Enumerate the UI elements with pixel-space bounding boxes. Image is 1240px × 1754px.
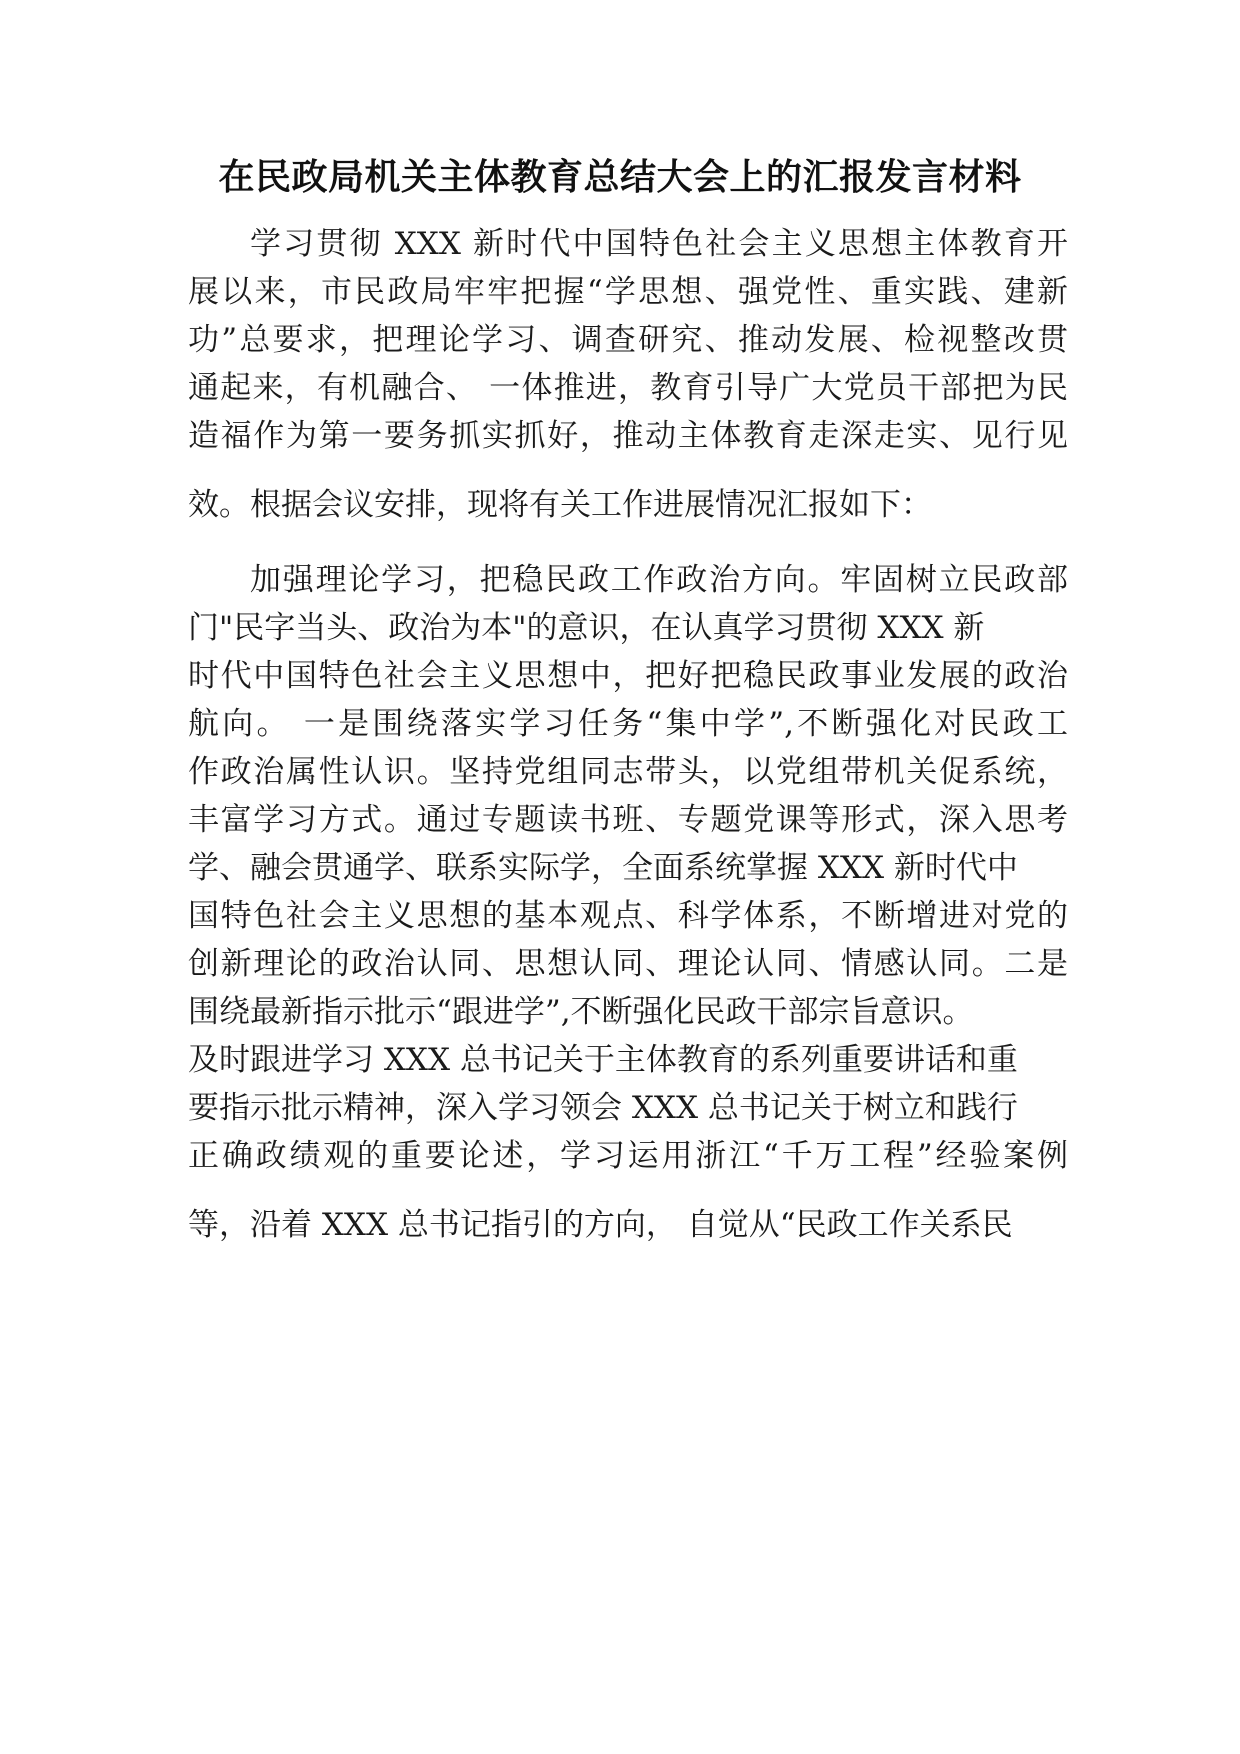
paragraph-1-line-6: 效。根据会议安排，现将有关工作进展情况汇报如下： xyxy=(188,487,932,523)
paragraph-1-line-5: 造福作为第一要务抓实抓好，推动主体教育走深走实、见行见 xyxy=(188,418,1068,454)
paragraph-2-line-4: 航向。 一是围绕落实学习任务“集中学”,不断强化对民政工 xyxy=(188,706,1068,742)
paragraph-2-line-1: 加强理论学习，把稳民政工作政治方向。牢固树立民政部 xyxy=(250,562,1068,598)
paragraph-2-line-11: 及时跟进学习 XXX 总书记关于主体教育的系列重要讲话和重 xyxy=(188,1042,1018,1078)
paragraph-2-line-13: 正确政绩观的重要论述，学习运用浙江“千万工程”经验案例 xyxy=(188,1138,1068,1174)
paragraph-2-line-7: 学、融会贯通学、联系实际学，全面系统掌握 XXX 新时代中 xyxy=(188,850,1018,886)
paragraph-1-line-3: 功”总要求，把理论学习、调查研究、推动发展、检视整改贯 xyxy=(188,322,1068,358)
paragraph-2-line-8: 国特色社会主义思想的基本观点、科学体系，不断增进对党的 xyxy=(188,898,1068,934)
paragraph-2-line-10: 围绕最新指示批示“跟进学”,不断强化民政干部宗旨意识。 xyxy=(188,994,974,1030)
paragraph-2-line-14: 等，沿着 XXX 总书记指引的方向， 自觉从“民政工作关系民 xyxy=(188,1207,1013,1243)
paragraph-2-line-2: 门"民字当头、政治为本"的意识，在认真学习贯彻 XXX 新 xyxy=(188,610,985,646)
paragraph-2-line-12: 要指示批示精神，深入学习领会 XXX 总书记关于树立和践行 xyxy=(188,1090,1018,1126)
paragraph-2-line-3: 时代中国特色社会主义思想中，把好把稳民政事业发展的政治 xyxy=(188,658,1068,694)
paragraph-2-line-6: 丰富学习方式。通过专题读书班、专题党课等形式，深入思考 xyxy=(188,802,1068,838)
paragraph-2-line-5: 作政治属性认识。坚持党组同志带头，以党组带机关促系统， xyxy=(188,754,1068,790)
paragraph-2-line-9: 创新理论的政治认同、思想认同、理论认同、情感认同。二是 xyxy=(188,946,1068,982)
paragraph-1-line-2: 展以来，市民政局牢牢把握“学思想、强党性、重实践、建新 xyxy=(188,274,1068,310)
paragraph-1-line-4: 通起来，有机融合、 一体推进，教育引导广大党员干部把为民 xyxy=(188,370,1068,406)
document-title: 在民政局机关主体教育总结大会上的汇报发言材料 xyxy=(218,157,1022,198)
paragraph-1-line-1: 学习贯彻 XXX 新时代中国特色社会主义思想主体教育开 xyxy=(250,226,1068,262)
